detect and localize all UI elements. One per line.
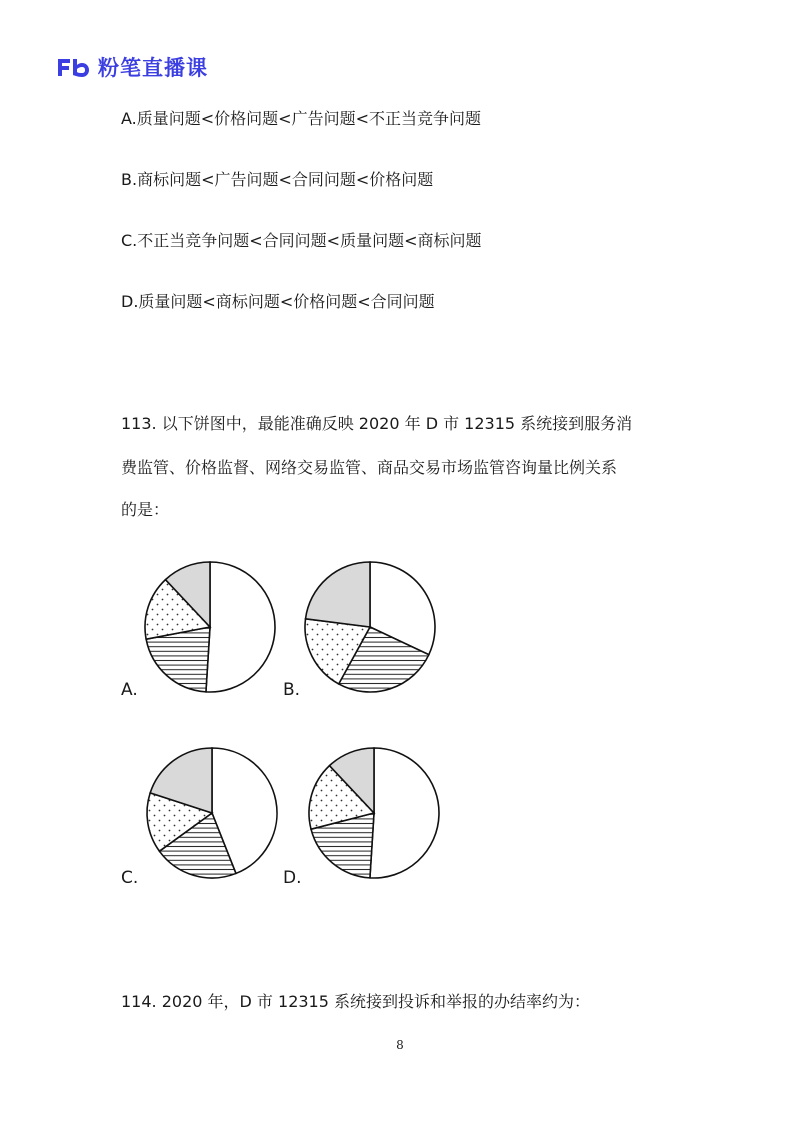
pie-chart-d[interactable] [304, 743, 444, 883]
question-113-line-2: 费监管、价格监督、网络交易监管、商品交易市场监管咨询量比例关系 [121, 458, 618, 477]
header [56, 50, 208, 84]
question-114: 114. 2020 年，D 市 12315 系统接到投诉和举报的办结率约为： [121, 992, 590, 1011]
pie-slice-gray [306, 562, 370, 627]
pie-label-c: C. [121, 868, 139, 888]
brand-name: 粉笔直播课 [98, 56, 208, 80]
question-113-line-3: 的是： [121, 500, 170, 519]
option-b: B.商标问题<广告问题<合同问题<价格问题 [121, 170, 434, 189]
pie-chart-b[interactable] [300, 557, 440, 697]
pie-chart-c[interactable] [142, 743, 282, 883]
option-a: A.质量问题<价格问题<广告问题<不正当竞争问题 [121, 109, 481, 128]
option-d: D.质量问题<商标问题<价格问题<合同问题 [121, 292, 435, 311]
option-c: C.不正当竞争问题<合同问题<质量问题<商标问题 [121, 231, 482, 250]
pie-label-d: D. [283, 868, 302, 888]
pie-label-a: A. [121, 680, 138, 700]
pie-chart-a[interactable] [140, 557, 280, 697]
pie-slice-white [206, 562, 275, 692]
question-113-line-1: 113. 以下饼图中，最能准确反映 2020 年 D 市 12315 系统接到服务消 [121, 414, 633, 433]
pie-label-b: B. [283, 680, 301, 700]
page-number: 8 [396, 1038, 404, 1052]
fb-logo-icon [56, 56, 90, 78]
pie-slice-white [370, 748, 439, 878]
